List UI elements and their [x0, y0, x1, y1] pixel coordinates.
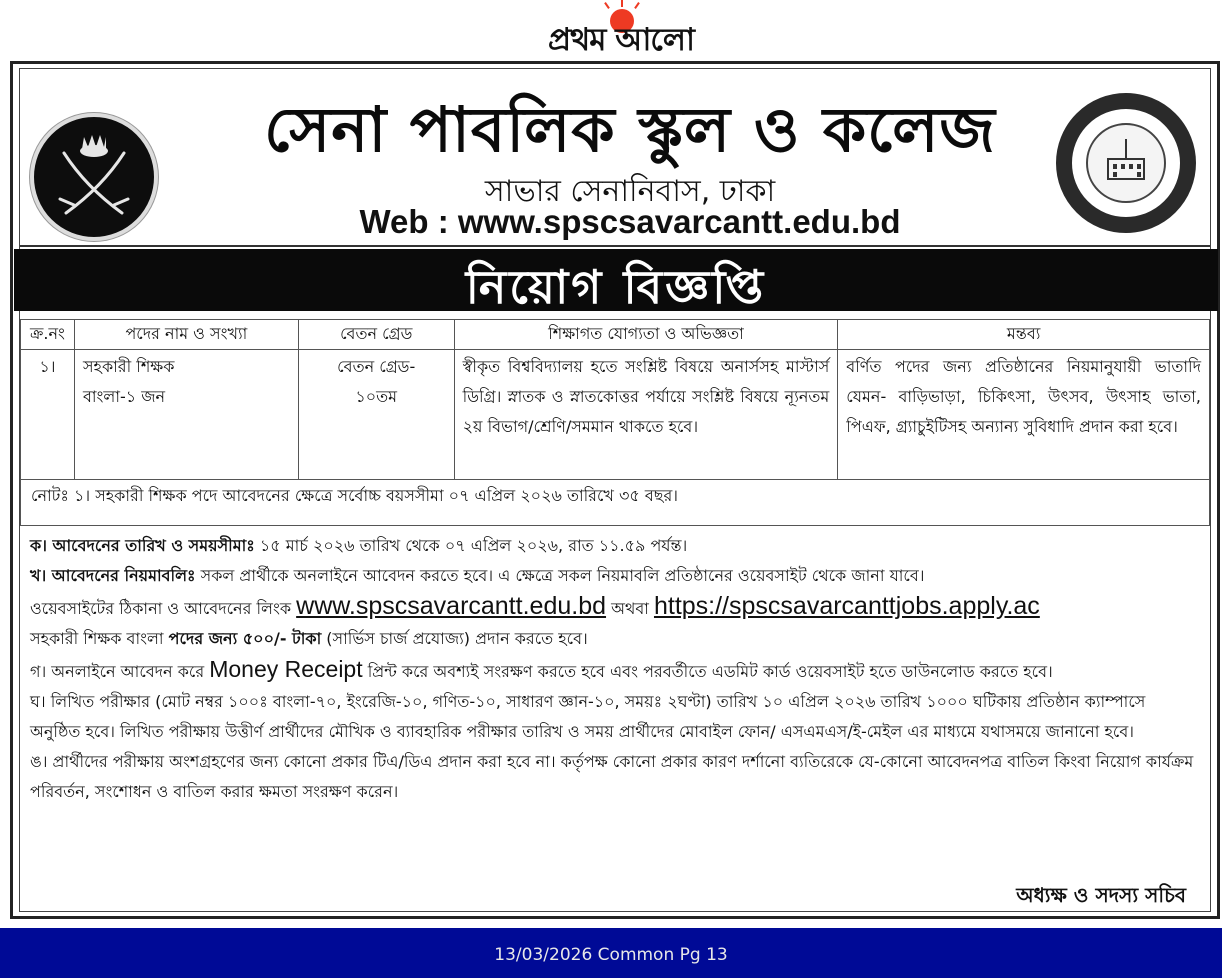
institution-name: সেনা পাবলিক স্কুল ও কলেজ [264, 93, 996, 166]
crossed-swords-icon [34, 117, 154, 237]
grade-value: ১০তম [355, 387, 398, 406]
clause-ka [30, 531, 1198, 561]
clause-ka-label: ক। আবেদনের তারিখ ও সময়সীমাঃ [30, 536, 255, 555]
column-header-post: পদের নাম ও সংখ্যা [74, 320, 298, 350]
page-footer [0, 928, 1222, 978]
footer-caption: 13/03/2026 Common Pg 13 [494, 945, 728, 965]
banner-title: নিয়োগ বিজ্ঞপ্তি [465, 260, 767, 314]
recruitment-advertisement [10, 61, 1220, 919]
clause-ga-text: প্রিন্ট করে অবশ্যই সংরক্ষণ করতে হবে এবং পরবর্তীতে এডমিট কার্ড ওয়েবসাইট হতে ডাউনলোড করতে হবে। [362, 662, 1053, 681]
links-prefix: ওয়েবসাইটের ঠিকানা ও আবেদনের লিংক [30, 599, 297, 618]
fee-amount: পদের জন্য ৫০০/- টাকা [168, 629, 322, 648]
clause-kha-fee [30, 624, 1198, 654]
grade-label: বেতন গ্রেড- [337, 357, 416, 376]
clause-kha [30, 561, 1198, 591]
signatory-title: অধ্যক্ষ ও সদস্য সচিব [1016, 883, 1186, 907]
clause-gha: ঘ। লিখিত পরীক্ষার (মোট নম্বর ১০০ঃ বাংলা-৭০, ইংরেজি-১০, গণিত-১০, সাধারণ জ্ঞান-১০, সময়ঃ ২ঘণ্টা) তারিখ ১০ এপ্রিল ২০২৬ তারিখ ১০০০ ঘটিকায় প্রতিষ্ঠান ক্যাম্পাসে অনুষ্ঠিত হবে। লিখিত পরীক্ষায় উত্তীর্ণ প্রার্থীদের মৌখিক ও ব্যাবহারিক পরীক্ষার তারিখ ও সময় প্রার্থীদের মোবাইল ফোন/ এসএমএস/ই-মেইল এর মাধ্যমে যথাসময়ে জানানো হবে। [30, 692, 1146, 741]
cell-remarks: বর্ণিত পদের জন্য প্রতিষ্ঠানের নিয়মানুযায়ী ভাতাদি যেমন- বাড়িভাড়া, চিকিৎসা, উৎসব, উৎসাহ ভাতা, পিএফ, গ্র্যাচুইটিসহ অন্যান্য সুবিধাদি প্রদান করা হবে। [838, 350, 1210, 480]
age-limit-note: নোটঃ ১। সহকারী শিক্ষক পদে আবেদনের ক্ষেত্রে সর্বোচ্চ বয়সসীমা ০৭ এপ্রিল ২০২৬ তারিখে ৩৫ বছর। [21, 480, 1210, 526]
table-note-row [21, 480, 1210, 526]
clause-kha-label: খ। আবেদনের নিয়মাবলিঃ [30, 566, 196, 585]
recruitment-banner [14, 249, 1218, 314]
institution-location: সাভার সেনানিবাস, ঢাকা [484, 174, 776, 209]
column-header-qualification: শিক্ষাগত যোগ্যতা ও অভিজ্ঞতা [454, 320, 838, 350]
footer-separator [0, 921, 1222, 927]
table-header-row [21, 320, 1210, 350]
column-header-serial: ক্র.নং [21, 320, 75, 350]
clause-ka-text: ১৫ মার্চ ২০২৬ তারিখ থেকে ০৭ এপ্রিল ২০২৬, রাত ১১.৫৯ পর্যন্ত। [254, 536, 688, 555]
clause-kha-text: সকল প্রার্থীকে অনলাইনে আবেদন করতে হবে। এ ক্ষেত্রে সকল নিয়মাবলি প্রতিষ্ঠানের ওয়েবসাইট থেকে জানা যাবে। [195, 566, 925, 585]
fee-prefix: সহকারী শিক্ষক বাংলা [30, 629, 169, 648]
sun-ray-icon [604, 2, 610, 9]
column-header-grade: বেতন গ্রেড [298, 320, 454, 350]
website-link[interactable]: www.spscsavarcantt.edu.bd [296, 592, 607, 620]
prothom-alo-logo [500, 2, 742, 56]
application-clauses [30, 531, 1198, 807]
job-details-table [20, 319, 1210, 526]
cell-post [74, 350, 298, 480]
cell-qualification: স্বীকৃত বিশ্ববিদ্যালয় হতে সংশ্লিষ্ট বিষয়ে অনার্সসহ মাস্টার্স ডিগ্রি। স্নাতক ও স্নাতকোত্তর পর্যায়ে সংশ্লিষ্ট বিষয়ে ন্যূনতম ২য় বিভাগ/শ্রেণি/সমমান থাকতে হবে। [454, 350, 838, 480]
fee-suffix: (সার্ভিস চার্জ প্রযোজ্য) প্রদান করতে হবে। [321, 629, 588, 648]
newspaper-masthead [0, 0, 1222, 58]
cell-serial: ১। [21, 350, 75, 480]
clause-ga-prefix: গ। অনলাইনে আবেদন করে [30, 662, 210, 681]
links-or: অথবা [606, 599, 654, 618]
money-receipt-term: Money Receipt [209, 656, 363, 682]
cell-grade [298, 350, 454, 480]
school-seal-icon [1056, 93, 1196, 233]
sun-ray-icon [621, 0, 623, 7]
building-icon [1088, 125, 1164, 201]
newspaper-name: প্রথম আলো [548, 22, 694, 58]
table-row [21, 350, 1210, 480]
clause-ga [30, 654, 1198, 687]
institution-header [20, 69, 1210, 247]
institution-website[interactable]: Web : www.spscsavarcantt.edu.bd [359, 203, 901, 240]
seal-building-icon [1086, 123, 1166, 203]
sun-ray-icon [634, 2, 640, 9]
army-emblem-icon [30, 113, 158, 241]
apply-portal-link[interactable]: https://spscsavarcanttjobs.apply.ac [653, 592, 1040, 620]
clause-kha-links [30, 591, 1198, 624]
advertisement-frame [19, 68, 1211, 912]
clause-uma: ঙ। প্রার্থীদের পরীক্ষায় অংশগ্রহণের জন্য কোনো প্রকার টিএ/ডিএ প্রদান করা হবে না। কর্তৃপক্ষ কোনো প্রকার কারণ দর্শানো ব্যতিরেকে যে-কোনো আবেদনপত্র বাতিল কিংবা নিয়োগ কার্যক্রম পরিবর্তন, সংশোধন ও বাতিল করার ক্ষমতা সংরক্ষণ করেন। [30, 752, 1194, 801]
column-header-remarks: মন্তব্য [838, 320, 1210, 350]
post-title: সহকারী শিক্ষক [82, 357, 175, 376]
post-count: বাংলা-১ জন [82, 387, 166, 406]
